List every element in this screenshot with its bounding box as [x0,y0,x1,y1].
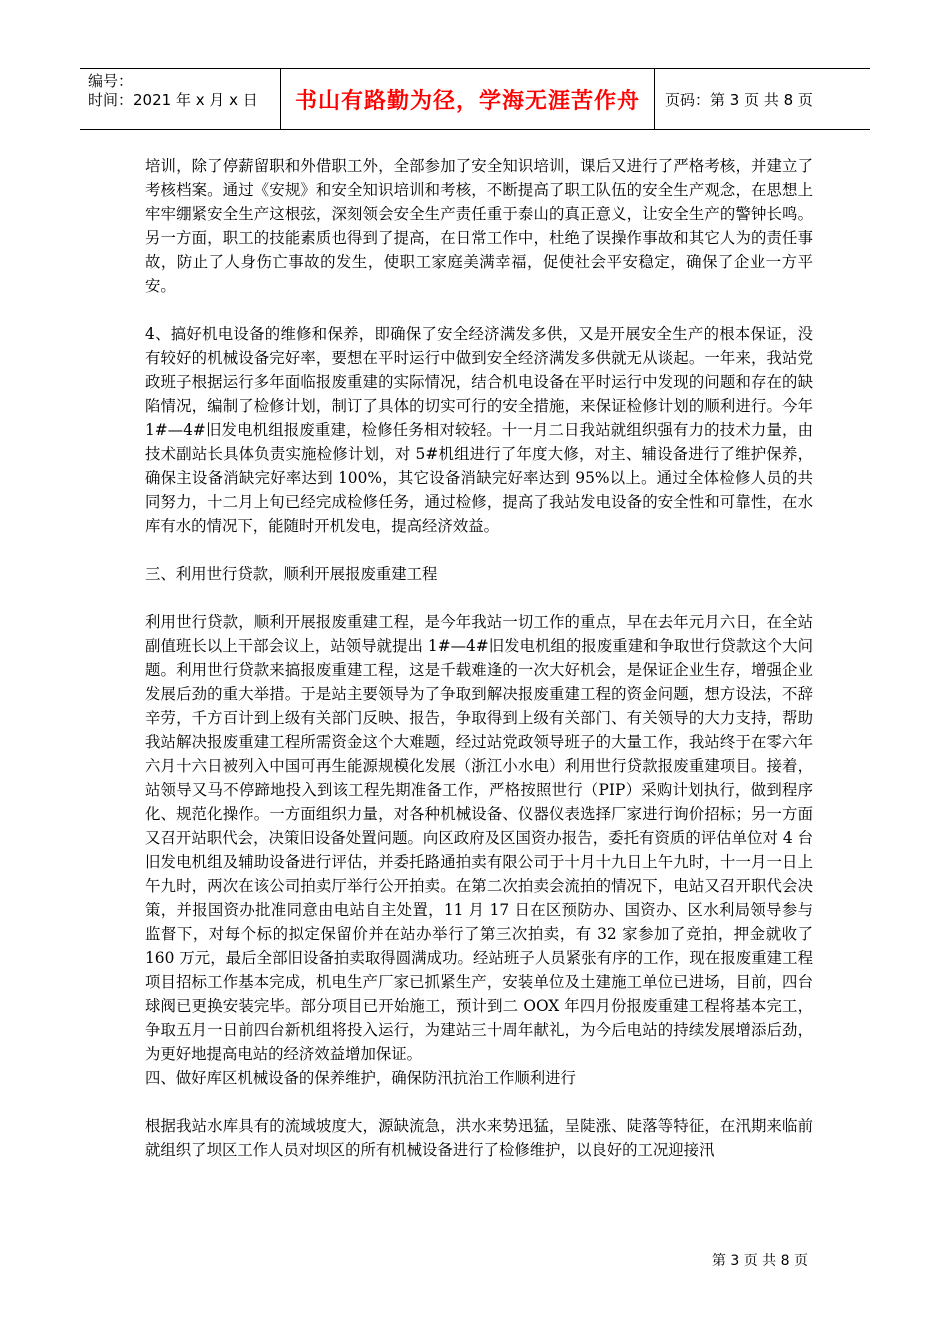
page-code-text: 页码：第 3 页 共 8 页 [665,90,813,109]
page-header [80,68,870,130]
header-motto: 书山有路勤为径，学海无涯苦作舟 [294,88,640,114]
paragraph-training: 培训，除了停薪留职和外借职工外，全部参加了安全知识培训，课后又进行了严格考核，并建立了考核档案。通过《安规》和安全知识培训和考核，不断提高了职工队伍的安全生产观念，在思想上牢牢绷紧安全生产这根弦，深刻领会安全生产责任重于泰山的真正意义，让安全生产的警钟长鸣。另一方面，职工的技能素质也得到了提高，在日常工作中，杜绝了误操作事故和其它人为的责任事故，防止了人身伤亡事故的发生，使职工家庭美满幸福，促使社会平安稳定，确保了企业一方平安。 [145,157,813,295]
header-motto-cell [280,69,655,129]
section-heading-3: 三、利用世行贷款，顺利开展报废重建工程 [145,565,438,583]
document-number-label: 编号： [88,72,134,90]
paragraph-maintenance: 4、搞好机电设备的维修和保养，即确保了安全经济满发多供，又是开展安全生产的根本保证，没有较好的机械设备完好率，要想在平时运行中做到安全经济满发多供就无从谈起。一年来，我站党政班子根据运行多年面临报废重建的实际情况，结合机电设备在平时运行中发现的问题和存在的缺陷情况，编制了检修计划，制订了具体的切实可行的安全措施，来保证检修计划的顺利进行。今年 1#—4#旧发电机组报废重建，检修任务相对较轻。十一月二日我站就组织强有力的技术力量，由技术副站长具体负责实施检修计划，对 5#机组进行了年度大修，对主、辅设备进行了维护保养，确保主设备消缺完好率达到 100%，其它设备消缺完好率达到 95%以上。通过全体检修人员的共同努力，十二月上旬已经完成检修任务，通过检修，提高了我站发电设备的安全性和可靠性，在水库有水的情况下，能随时开机发电，提高经济效益。 [145,325,813,535]
paragraph-world-bank-loan: 利用世行贷款，顺利开展报废重建工程，是今年我站一切工作的重点，早在去年元月六日，在全站副值班长以上干部会议上，站领导就提出 1#—4#旧发电机组的报废重建和争取世行贷款这个大问题。利用世行贷款来搞报废重建工程，这是千载难逢的一次大好机会，是保证企业生存，增强企业发展后劲的重大举措。于是站主要领导为了争取到解决报废重建工程的资金问题，想方设法，不辞辛劳，千方百计到上级有关部门反映、报告，争取得到上级有关部门、有关领导的大力支持，帮助我站解决报废重建工程所需资金这个大难题，经过站党政领导班子的大量工作，我站终于在零六年六月十六日被列入中国可再生能源规模化发展（浙江小水电）利用世行贷款报废重建项目。接着，站领导又马不停蹄地投入到该工程先期准备工作，严格按照世行（PIP）采购计划执行，做到程序化、规范化操作。一方面组织力量，对各种机械设备、仪器仪表选择厂家进行询价招标；另一方面又召开站职代会，决策旧设备处置问题。向区政府及区国资办报告，委托有资质的评估单位对 4 台旧发电机组及辅助设备进行评估，并委托路通拍卖有限公司于十月十九日上午九时，十一月一日上午九时，两次在该公司拍卖厅举行公开拍卖。在第二次拍卖会流拍的情况下，电站又召开职代会决策，并报国资办批准同意由电站自主处置，11 月 17 日在区预防办、国资办、区水利局领导参与监督下，对每个标的拟定保留价并在站办举行了第三次拍卖，有 32 家参加了竞拍，押金就收了 160 万元，最后全部旧设备拍卖取得圆满成功。经站班子人员紧张有序的工作，现在报废重建工程项目招标工作基本完成，机电生产厂家已抓紧生产，安装单位及土建施工单位已进场，目前，四台球阀已更换安装完毕。部分项目已开始施工，预计到二 OOX 年四月份报废重建工程将基本完工，争取五月一日前四台新机组将投入运行，为建站三十周年献礼，为今后电站的持续发展增添后劲，为更好地提高电站的经济效益增加保证。 [145,613,813,1063]
document-body [145,154,813,1162]
section-heading-4: 四、做好库区机械设备的保养维护，确保防汛抗治工作顺利进行 [145,1069,576,1087]
document-date: 时间：2021 年 x 月 x 日 [88,91,258,109]
header-page-code [655,69,870,129]
footer-page-number: 第 3 页 共 8 页 [711,1253,808,1269]
paragraph-flood-control: 根据我站水库具有的流域坡度大，源缺流急，洪水来势迅猛，呈陡涨、陡落等特征，在汛期来临前就组织了坝区工作人员对坝区的所有机械设备进行了检修维护，以良好的工况迎接汛 [145,1117,813,1159]
header-meta [80,69,280,129]
